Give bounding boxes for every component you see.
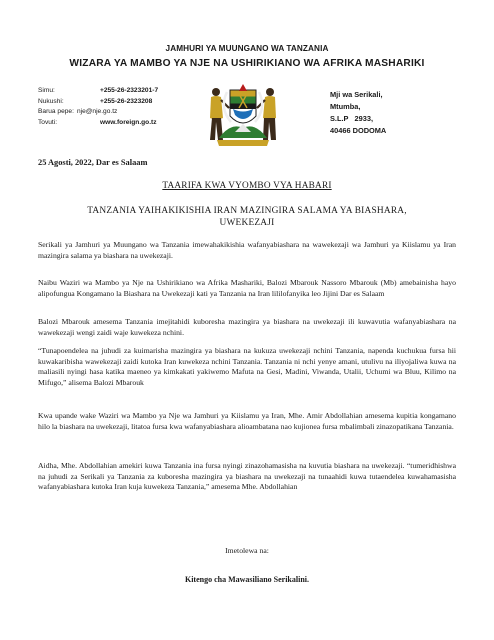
issued-by-label: Imetolewa na: bbox=[225, 546, 269, 555]
contact-email bbox=[38, 107, 158, 118]
document-title: TAARIFA KWA VYOMBO VYA HABARI bbox=[162, 181, 332, 191]
address-line: 40466 DODOMA bbox=[330, 126, 387, 135]
body-paragraph: Kwa upande wake Waziri wa Mambo ya Nje wa Jamhuri ya Kiislamu ya Iran, Mhe. Amir Abdollahian amesema kupitia kongamano hilo la biashara na uwekezaji, litatoa fursa kwa wafanyabiashara alioambatana nao kujionea fursa mbalimbali zinazopatikana Tanzania. bbox=[38, 411, 456, 431]
postal-address bbox=[330, 89, 386, 137]
contact-label: Simu: bbox=[38, 87, 55, 94]
body-paragraph: Naibu Waziri wa Mambo ya Nje na Ushirikiano wa Afrika Mashariki, Balozi Mbarouk Nassoro Mbarouk (Mb) amebainisha hayo alipofungua Kongamano la Biashara na Uwekezaji kati ya Tanzania na Iran lililofanyika leo Jijini Dar es Salaam bbox=[38, 278, 456, 298]
body-paragraph: Aidha, Mhe. Abdollahian amekiri kuwa Tanzania ina fursa nyingi zinazohamasisha na kuvutia biashara na uwekezaji. “tumeridhishwa na juhudi za Serikali ya Tanzania za kuboresha mazingira ya biashara na uwekezaji na tunaahidi kuwa tutaendelea kuwahamasisha wafanyabiashara kutoka Iran kuja kuwekeza Tanzania,” amesema Mhe. Abdollahian bbox=[38, 461, 456, 491]
contact-fax bbox=[38, 97, 158, 108]
contact-phone bbox=[38, 86, 158, 97]
contact-block bbox=[38, 86, 158, 128]
body-paragraph: Serikali ya Jamhuri ya Muungano wa Tanzania imewahakikishia wafanyabiashara na wawekezaji wa Jamhuri ya Kiislamu ya Iran mazingira salama ya biashara na uwekezaji. bbox=[38, 240, 456, 260]
contact-label: Barua pepe: bbox=[38, 108, 74, 116]
contact-value: www.foreign.go.tz bbox=[100, 118, 157, 126]
address-line: Mtumba, bbox=[330, 102, 361, 111]
coat-of-arms-icon bbox=[201, 78, 285, 150]
contact-value: +255-26-2323201-7 bbox=[100, 87, 159, 94]
contact-label: Nukushi: bbox=[38, 97, 64, 105]
contact-value: nje@nje.go.tz bbox=[76, 108, 118, 116]
issuer-name: Kitengo cha Mawasiliano Serikalini. bbox=[184, 575, 309, 584]
republic-heading: JAMHURI YA MUUNGANO WA TANZANIA bbox=[165, 44, 329, 53]
contact-value: +255-26-2323208 bbox=[100, 97, 153, 105]
contact-label: Tovuti: bbox=[38, 118, 58, 126]
contact-website bbox=[38, 118, 158, 129]
body-paragraph: “Tunapoendelea na juhudi za kuimarisha mazingira ya biashara na kukuza uwekezaji nchini Tanzania, napenda kuchukua fursa hii kuwakaribisha wawekezaji zaidi kutoka Iran kuwekeza nchini Tanzania. Tanzania ni nchi yenye amani, utulivu na iliyojaliwa kuwa na maliasili nyingi hasa katika maeneo ya kimkakati yakiwemo Mafuta na Gesi, Madini, Viwanda, Utalii, Uchumi wa Bluu, Kilimo na Mifugo,” alisema Balozi Mbarouk bbox=[38, 346, 456, 387]
release-date: 25 Agosti, 2022, Dar es Salaam bbox=[38, 158, 148, 167]
body-paragraph: Balozi Mbarouk amesema Tanzania imejitahidi kuboresha mazingira ya biashara na uwekezaji ili kuwavutia wafanyabiashara na wawekezaji wengi zaidi waje kuwekeza nchini. bbox=[38, 317, 456, 337]
headline: TANZANIA YAIHAKIKISHIA IRAN MAZINGIRA SALAMA YA BIASHARA, UWEKEZAJI bbox=[87, 206, 407, 228]
shield bbox=[230, 84, 256, 123]
ministry-heading: WIZARA YA MAMBO YA NJE NA USHIRIKIANO WA AFRIKA MASHARIKI bbox=[69, 58, 425, 69]
address-line: S.L.P 2933, bbox=[330, 114, 374, 123]
address-line: Mji wa Serikali, bbox=[330, 90, 383, 99]
